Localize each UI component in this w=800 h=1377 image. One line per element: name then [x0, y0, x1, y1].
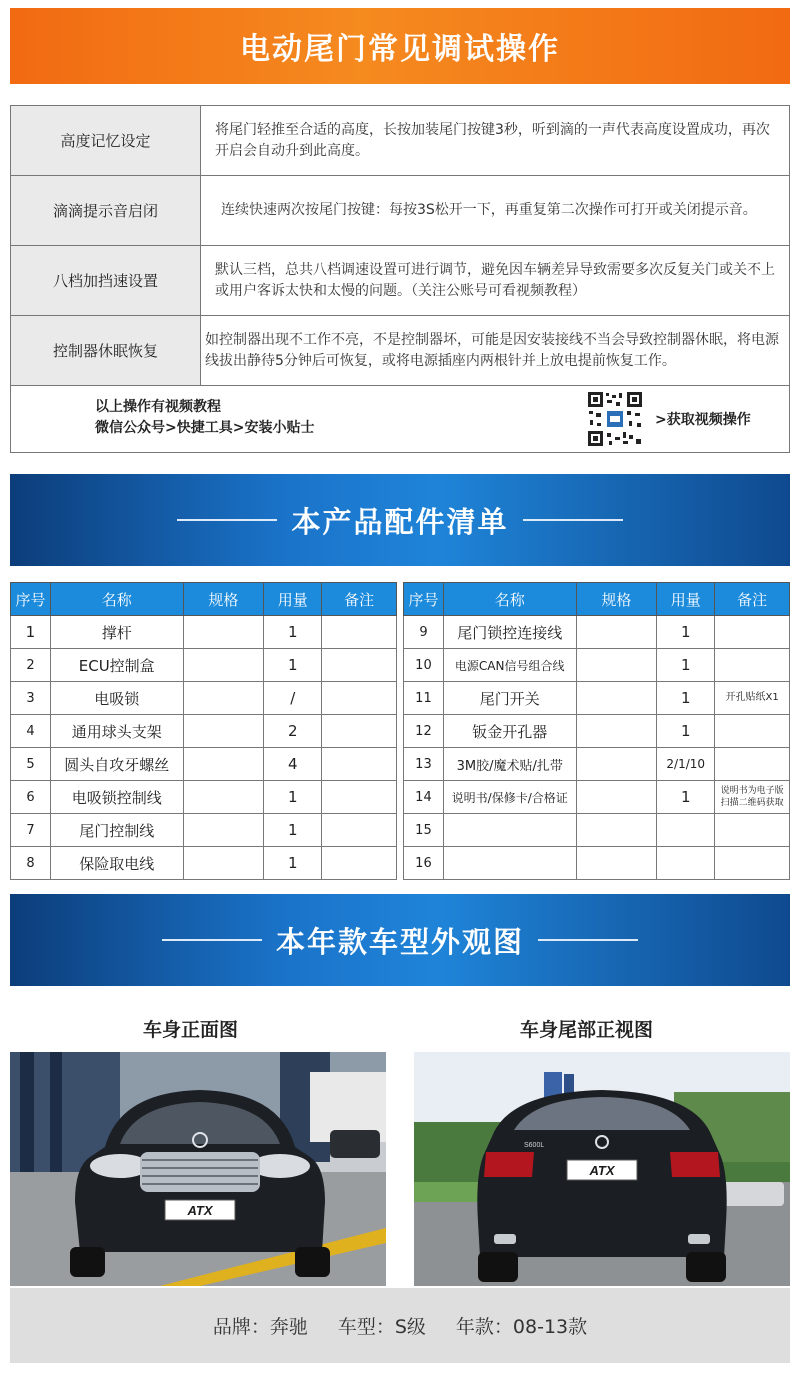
cell-note — [322, 781, 397, 814]
cell-note — [322, 649, 397, 682]
rear-plate-text: ATX — [589, 1163, 615, 1178]
cell-no: 6 — [11, 781, 51, 814]
cell-note — [322, 715, 397, 748]
cell-qty: 2 — [264, 715, 322, 748]
operations-table — [10, 105, 790, 386]
cell-no: 9 — [404, 616, 444, 649]
cell-note: 开孔贴纸X1 — [715, 682, 790, 715]
front-car-image — [10, 1052, 386, 1286]
cell-qty: 1 — [657, 649, 715, 682]
rear-view-title: 车身尾部正视图 — [520, 1019, 654, 1041]
parts-title: 本产品配件清单 — [291, 504, 509, 539]
operation-desc: 默认三档，总共八档调速设置可进行调节，避免因车辆差异导致需要多次反复关门或关不上或用户客诉太快和太慢的问题。（关注公账号可看视频教程） — [201, 246, 790, 316]
front-plate-text: ATX — [187, 1203, 213, 1218]
cell-no: 1 — [11, 616, 51, 649]
cell-name — [443, 814, 576, 847]
cell-no: 14 — [404, 781, 444, 814]
brand-text: 品牌：奔驰 — [212, 1316, 308, 1338]
cell-name: 通用球头支架 — [50, 715, 183, 748]
parts-table-left — [10, 582, 397, 880]
operation-row — [11, 316, 790, 386]
cell-spec — [183, 616, 264, 649]
cell-qty: 1 — [657, 781, 715, 814]
cell-note — [715, 649, 790, 682]
operation-desc: 如控制器出现不工作不亮，不是控制器坏，可能是因安装接线不当会导致控制器休眠，将电源线拔出静待5分钟后可恢复，或将电源插座内两根针并上放电提前恢复工作。 — [201, 316, 790, 386]
rear-car-image — [414, 1052, 790, 1286]
top-banner — [10, 8, 790, 84]
cell-spec — [576, 847, 657, 880]
car-info-footer — [10, 1288, 790, 1363]
cell-spec — [183, 715, 264, 748]
cell-name: 圆头自攻牙螺丝 — [50, 748, 183, 781]
cell-spec — [183, 748, 264, 781]
cell-no: 8 — [11, 847, 51, 880]
col-spec: 规格 — [183, 583, 264, 616]
col-note: 备注 — [715, 583, 790, 616]
cell-spec — [183, 814, 264, 847]
table-row — [11, 715, 397, 748]
tutorial-text — [95, 397, 314, 439]
cell-note — [715, 814, 790, 847]
cell-qty: 1 — [264, 847, 322, 880]
operation-label: 八档加挡速设置 — [11, 246, 201, 316]
cell-qty — [657, 847, 715, 880]
table-row — [11, 682, 397, 715]
banner-divider — [177, 519, 277, 521]
operation-row — [11, 106, 790, 176]
table-row — [11, 781, 397, 814]
cell-spec — [576, 781, 657, 814]
get-video-link[interactable]: >获取视频操作 — [655, 412, 751, 428]
cell-note — [715, 616, 790, 649]
operation-row — [11, 176, 790, 246]
cell-no: 13 — [404, 748, 444, 781]
operation-label: 滴滴提示音启闭 — [11, 176, 201, 246]
front-view-title: 车身正面图 — [143, 1019, 239, 1041]
col-name: 名称 — [50, 583, 183, 616]
table-row — [11, 847, 397, 880]
cell-qty: 1 — [657, 682, 715, 715]
col-no: 序号 — [404, 583, 444, 616]
cell-no: 5 — [11, 748, 51, 781]
cell-name: 尾门开关 — [443, 682, 576, 715]
col-qty: 用量 — [657, 583, 715, 616]
cell-name: 3M胶/魔术贴/扎带 — [443, 748, 576, 781]
qr-code-icon[interactable] — [587, 391, 643, 447]
appearance-banner — [10, 894, 790, 986]
parts-header-row — [404, 583, 790, 616]
cell-name: 说明书/保修卡/合格证 — [443, 781, 576, 814]
parts-banner — [10, 474, 790, 566]
tutorial-line-1: 以上操作有视频教程 — [95, 399, 221, 415]
cell-spec — [183, 847, 264, 880]
cell-spec — [183, 781, 264, 814]
cell-spec — [183, 649, 264, 682]
cell-name: 电吸锁控制线 — [50, 781, 183, 814]
banner-divider — [538, 939, 638, 941]
cell-spec — [183, 682, 264, 715]
cell-spec — [576, 616, 657, 649]
table-row — [404, 682, 790, 715]
col-note: 备注 — [322, 583, 397, 616]
cell-no: 12 — [404, 715, 444, 748]
tutorial-line-2: 微信公众号>快捷工具>安装小贴士 — [95, 420, 315, 436]
cell-qty: 1 — [264, 814, 322, 847]
col-qty: 用量 — [264, 583, 322, 616]
cell-qty: 1 — [264, 616, 322, 649]
tutorial-box — [10, 383, 790, 453]
operation-desc: 将尾门轻推至合适的高度，长按加装尾门按键3秒，听到滴的一声代表高度设置成功，再次开启会自动升到此高度。 — [201, 106, 790, 176]
model-text: 车型：S级 — [337, 1316, 426, 1338]
cell-no: 2 — [11, 649, 51, 682]
cell-note — [715, 715, 790, 748]
table-row — [404, 649, 790, 682]
cell-qty — [657, 814, 715, 847]
col-no: 序号 — [11, 583, 51, 616]
table-row — [11, 616, 397, 649]
table-row — [404, 814, 790, 847]
cell-qty: 2/1/10 — [657, 748, 715, 781]
parts-table-right — [403, 582, 790, 880]
cell-no: 7 — [11, 814, 51, 847]
operation-desc: 连续快速两次按尾门按键：每按3S松开一下，再重复第二次操作可打开或关闭提示音。 — [201, 176, 790, 246]
parts-header-row — [11, 583, 397, 616]
cell-name: 撑杆 — [50, 616, 183, 649]
cell-qty: 1 — [264, 781, 322, 814]
cell-name: 尾门控制线 — [50, 814, 183, 847]
cell-note — [322, 616, 397, 649]
cell-name: 尾门锁控连接线 — [443, 616, 576, 649]
cell-name: 电吸锁 — [50, 682, 183, 715]
banner-divider — [162, 939, 262, 941]
operation-label: 控制器休眠恢复 — [11, 316, 201, 386]
cell-qty: 1 — [657, 715, 715, 748]
cell-note — [322, 682, 397, 715]
cell-qty: 4 — [264, 748, 322, 781]
cell-name: 钣金开孔器 — [443, 715, 576, 748]
appearance-title: 本年款车型外观图 — [275, 924, 524, 959]
cell-note — [322, 847, 397, 880]
col-spec: 规格 — [576, 583, 657, 616]
cell-name: 电源CAN信号组合线 — [443, 649, 576, 682]
cell-spec — [576, 682, 657, 715]
cell-spec — [576, 748, 657, 781]
cell-qty: 1 — [264, 649, 322, 682]
cell-no: 3 — [11, 682, 51, 715]
page-title: 电动尾门常见调试操作 — [240, 32, 560, 67]
table-row — [404, 616, 790, 649]
cell-name — [443, 847, 576, 880]
banner-divider — [523, 519, 623, 521]
table-row — [404, 781, 790, 814]
cell-note: 说明书为电子版扫描二维码获取 — [715, 781, 790, 814]
cell-no: 11 — [404, 682, 444, 715]
operation-label: 高度记忆设定 — [11, 106, 201, 176]
cell-spec — [576, 649, 657, 682]
table-row — [11, 649, 397, 682]
rear-model-badge: S600L — [524, 1142, 545, 1149]
cell-note — [322, 748, 397, 781]
cell-note — [715, 748, 790, 781]
cell-no: 4 — [11, 715, 51, 748]
col-name: 名称 — [443, 583, 576, 616]
cell-spec — [576, 814, 657, 847]
table-row — [404, 847, 790, 880]
cell-name: ECU控制盒 — [50, 649, 183, 682]
table-row — [404, 748, 790, 781]
cell-no: 15 — [404, 814, 444, 847]
cell-qty: 1 — [657, 616, 715, 649]
cell-qty: / — [264, 682, 322, 715]
cell-no: 16 — [404, 847, 444, 880]
cell-spec — [576, 715, 657, 748]
operation-row — [11, 246, 790, 316]
year-text: 年款：08-13款 — [455, 1316, 588, 1338]
cell-name: 保险取电线 — [50, 847, 183, 880]
table-row — [11, 814, 397, 847]
cell-no: 10 — [404, 649, 444, 682]
table-row — [404, 715, 790, 748]
cell-note — [715, 847, 790, 880]
cell-note — [322, 814, 397, 847]
table-row — [11, 748, 397, 781]
